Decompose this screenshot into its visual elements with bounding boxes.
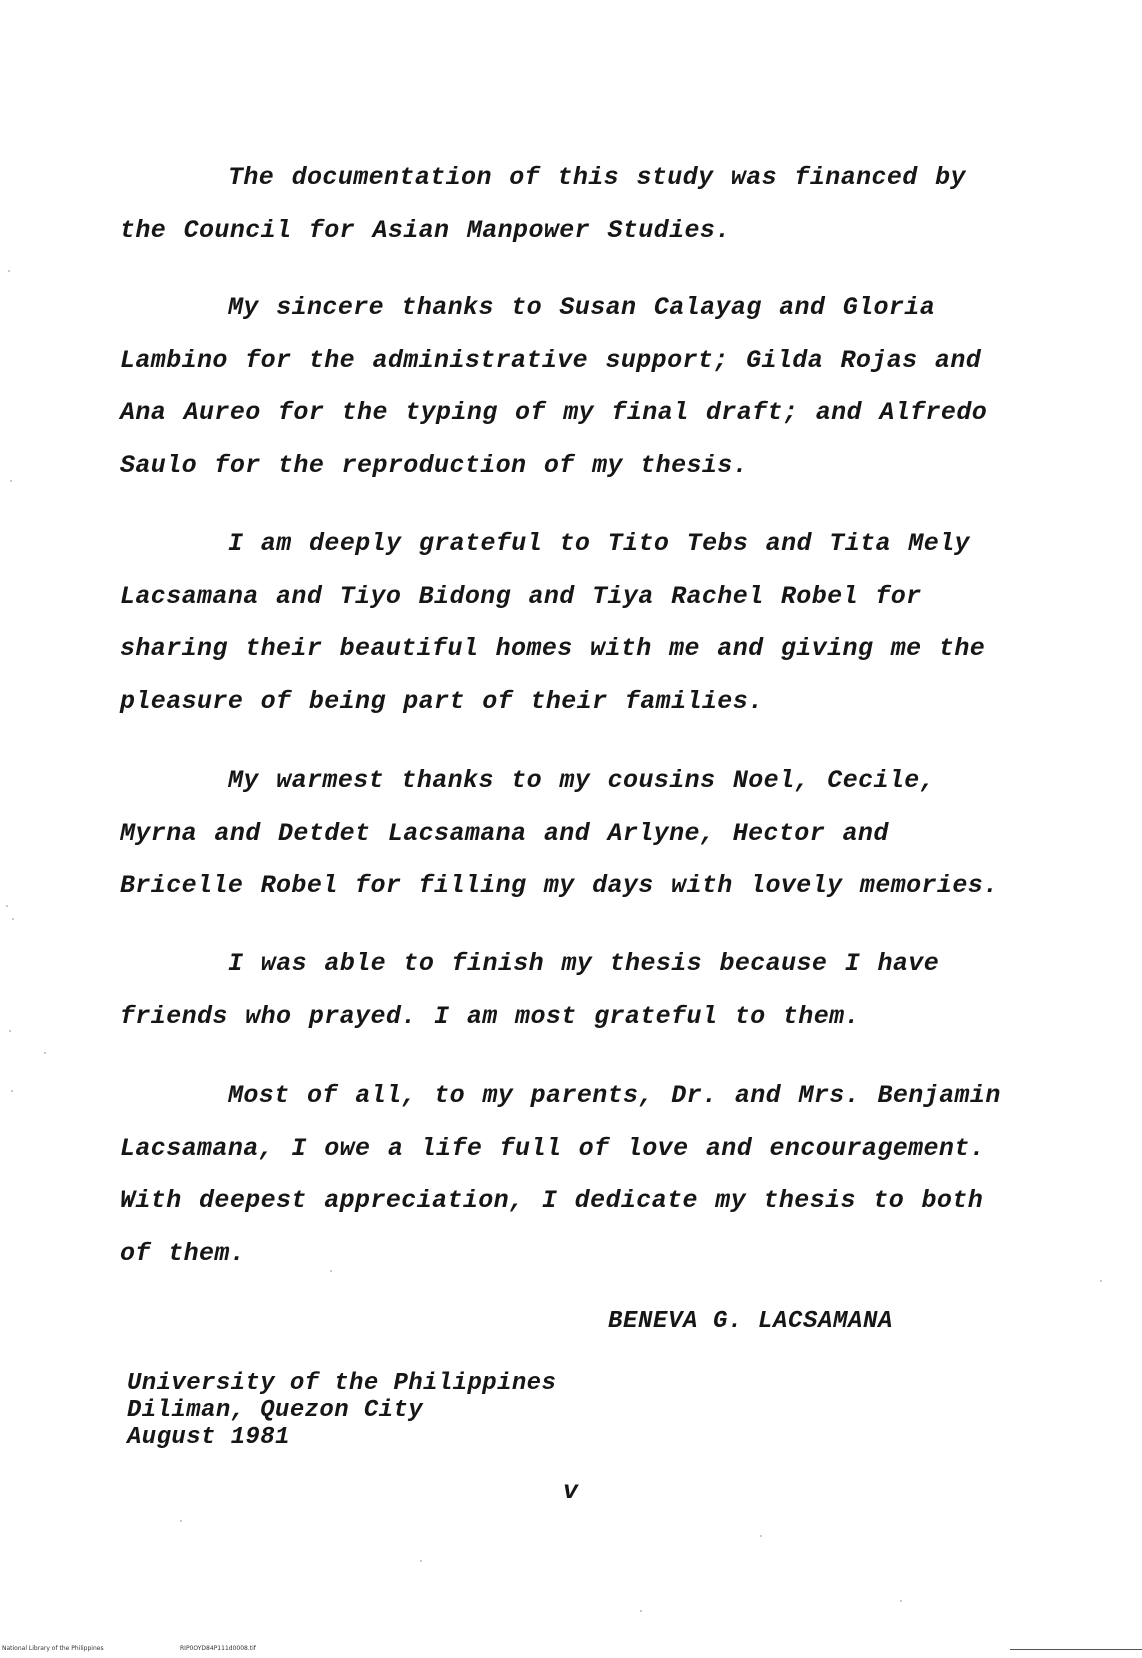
paragraph-parents-dedication: Most of all, to my parents, Dr. and Mrs. Benjamin Lacsamana, I owe a life full of love and encouragement. With deepest appreciation, I dedicate my thesis to both of them. <box>120 1081 1001 1268</box>
paragraph-administrative-thanks: My sincere thanks to Susan Calayag and Gloria Lambino for the administrative support; Gilda Rojas and Ana Aureo for the typing of my final draft; and Alfredo Saulo for the reproduction of my thesis. <box>120 293 988 480</box>
scan-speck <box>11 1090 13 1092</box>
address-block <box>127 1370 556 1451</box>
scan-speck <box>760 1535 762 1537</box>
paragraph-family-thanks: I am deeply grateful to Tito Tebs and Tita Mely Lacsamana and Tiyo Bidong and Tiya Rachel Robel for sharing their beautiful homes with me and giving me the pleasure of being part of their families. <box>120 529 986 716</box>
scan-speck <box>420 1560 422 1562</box>
paragraph-friends-thanks: I was able to finish my thesis because I have friends who prayed. I am most grateful to them. <box>120 949 940 1031</box>
scan-speck <box>330 1270 332 1272</box>
page-number: v <box>563 1477 579 1506</box>
address-line-date: August 1981 <box>127 1424 290 1451</box>
footer-file-id: RIP0OYD84P111d0008.tif <box>180 1645 256 1652</box>
address-line-location: Diliman, Quezon City <box>127 1397 424 1424</box>
scan-speck <box>900 1600 902 1602</box>
scan-speck <box>44 1052 46 1054</box>
scan-speck <box>6 905 8 907</box>
paragraph-funding: The documentation of this study was financed by the Council for Asian Manpower Studies. <box>120 163 966 245</box>
footer-library-credit: National Library of the Philippines <box>2 1645 104 1652</box>
address-line-university: University of the Philippines <box>127 1370 557 1397</box>
scan-speck <box>640 1610 642 1612</box>
author-signature: BENEVA G. LACSAMANA <box>608 1308 894 1335</box>
scan-speck <box>8 270 10 272</box>
scan-speck <box>12 918 14 920</box>
scan-speck <box>1100 1280 1102 1282</box>
scan-speck <box>180 1520 182 1522</box>
footer-rule <box>1010 1649 1142 1650</box>
paragraph-cousins-thanks: My warmest thanks to my cousins Noel, Cecile, Myrna and Detdet Lacsamana and Arlyne, Hector and Bricelle Robel for filling my days with lovely memories. <box>120 766 999 900</box>
scan-speck <box>9 1030 11 1032</box>
scan-speck <box>10 480 12 482</box>
